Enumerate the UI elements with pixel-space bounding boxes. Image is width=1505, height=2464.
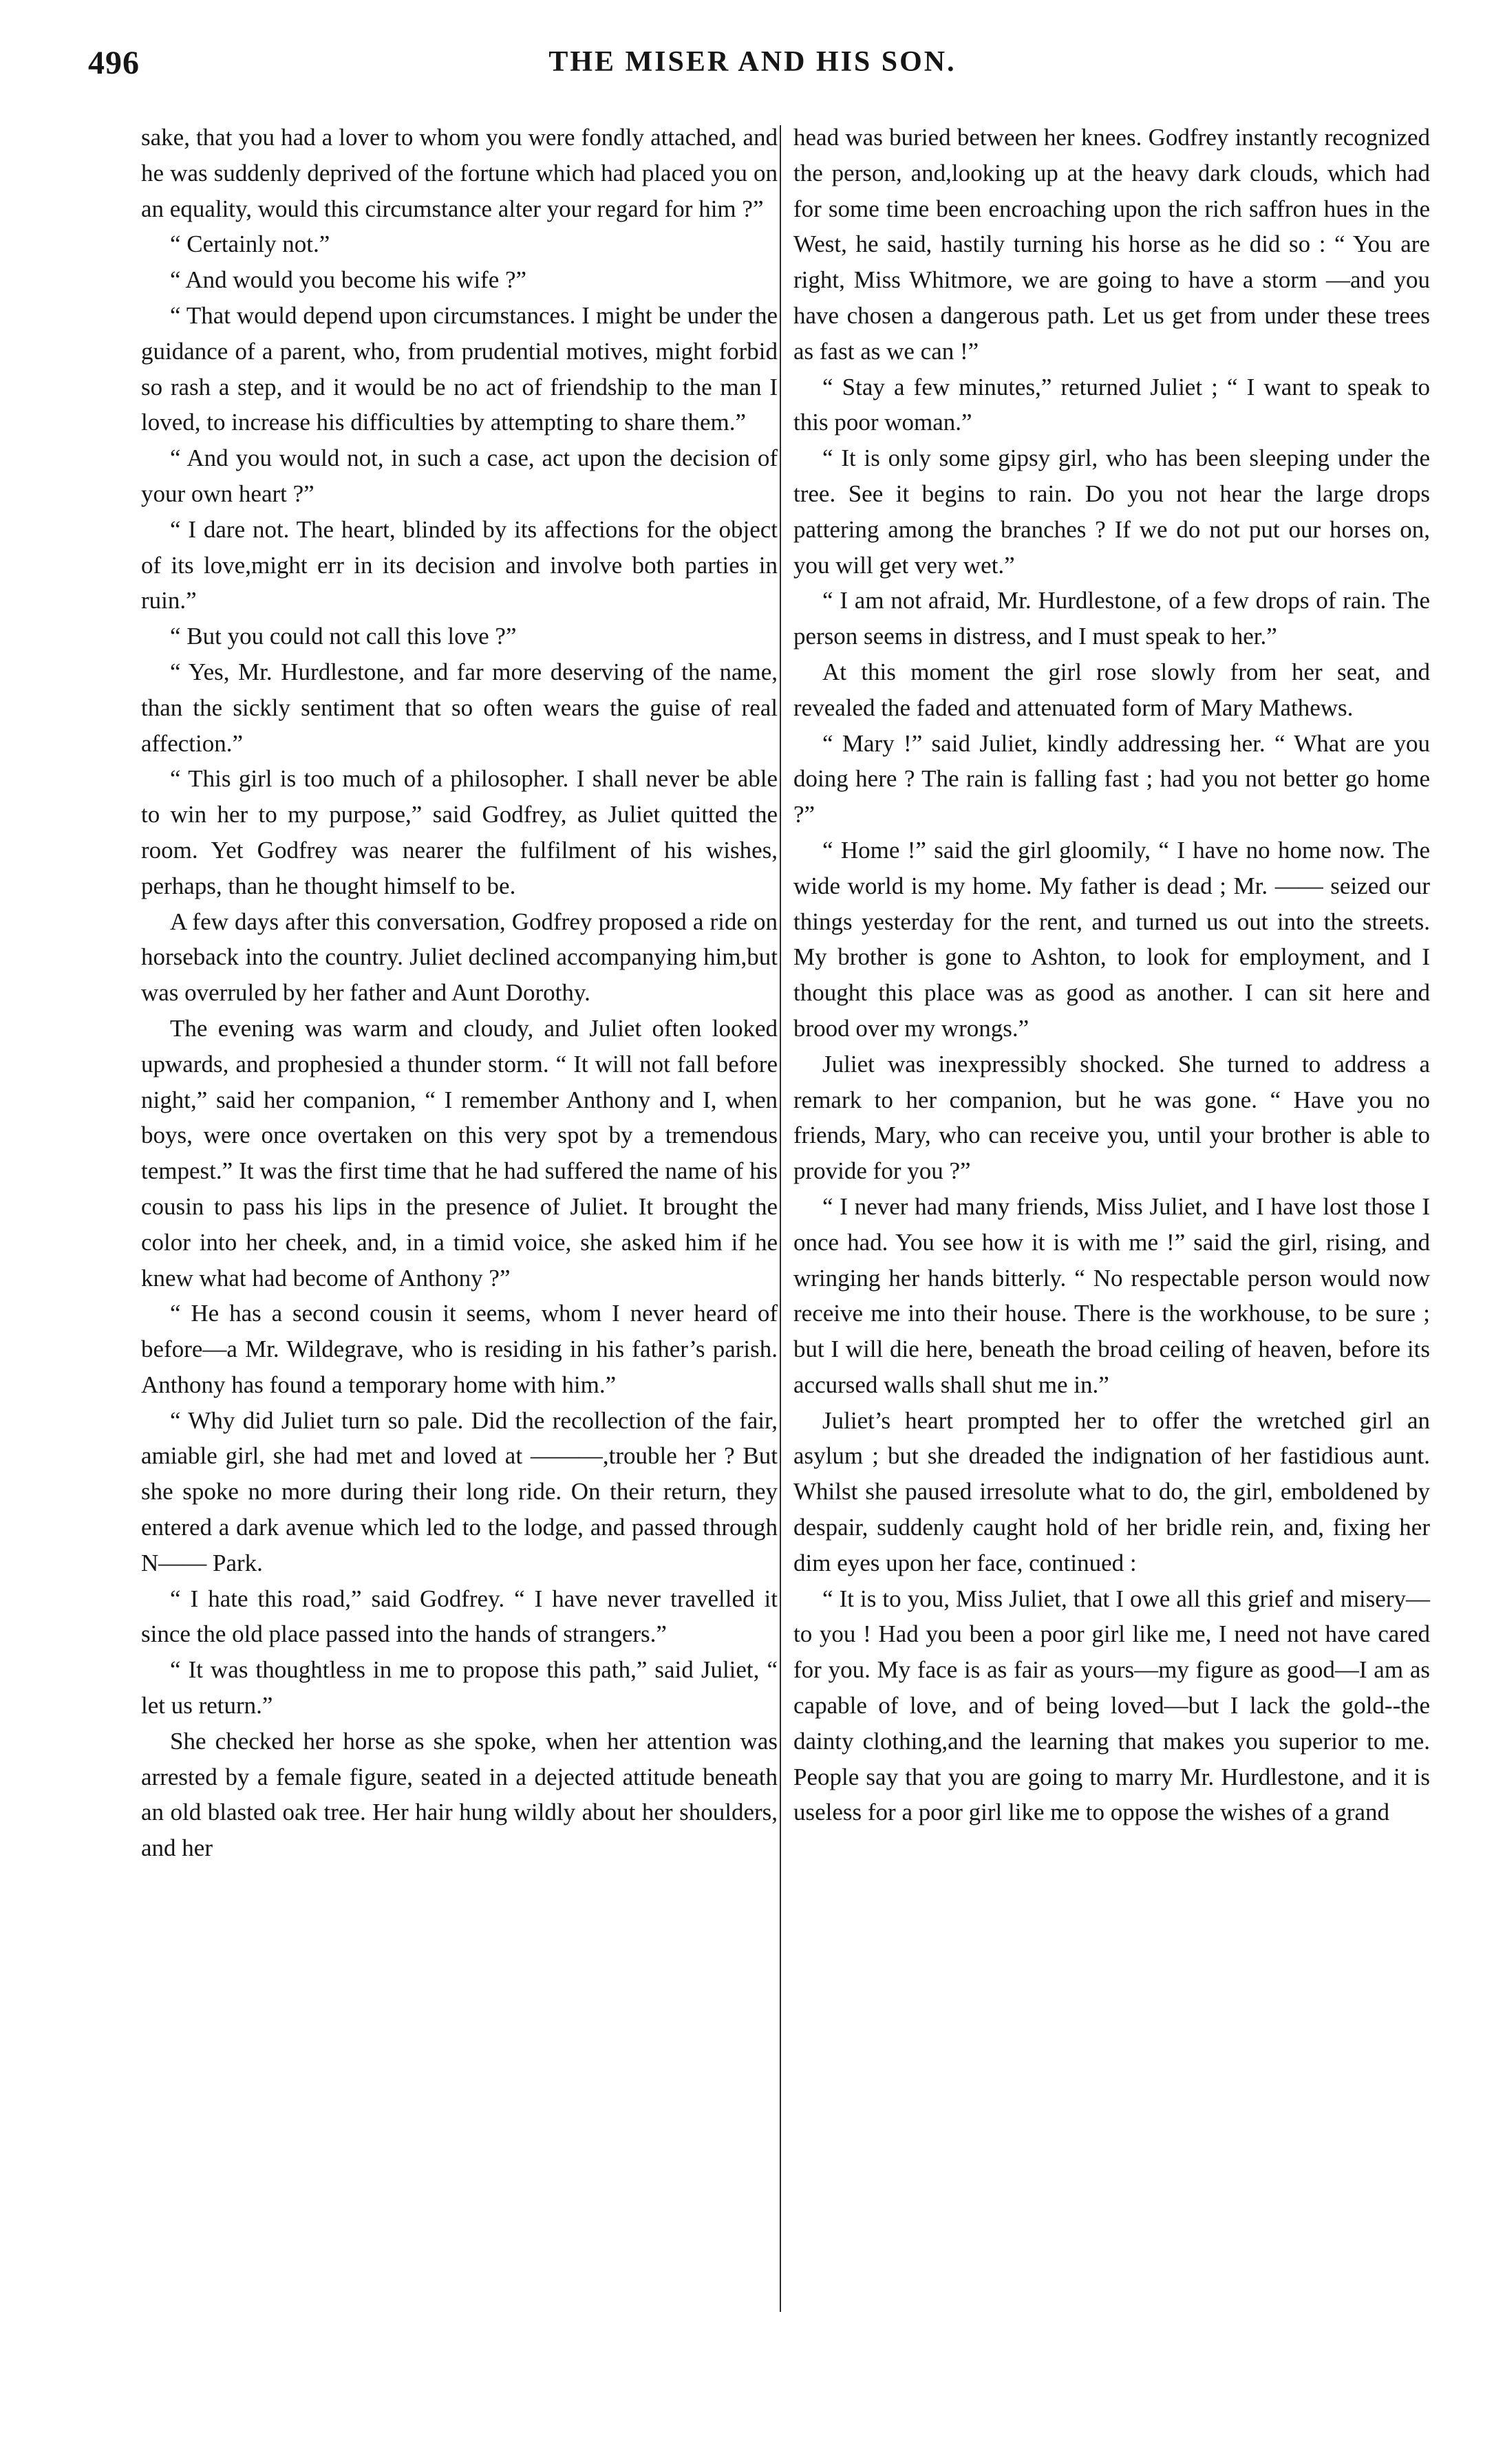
- paragraph: “ This girl is too much of a philosopher. I shall never be able to win her to my purpose,” said Godfrey, as Juliet quitted the room. Yet Godfrey was nearer the fulfilment of his wishes, perhaps, than he thought himself to be.: [141, 765, 778, 899]
- column-divider: [780, 125, 781, 2312]
- paragraph: “ I hate this road,” said Godfrey. “ I have never travelled it since the old place passed into the hands of strangers.”: [141, 1585, 778, 1648]
- paragraph: head was buried between her knees. Godfrey instantly recognized the person, and,looking up at the heavy dark clouds, which had for some time been encroaching upon the rich saffron hues in the West, he said, hastily turning his horse as he did so : “ You are right, Miss Whitmore, we are going to have a storm —and you have chosen a dangerous path. Let us get from under these trees as fast as we can !”: [793, 124, 1430, 365]
- running-title: THE MISER AND HIS SON.: [548, 46, 957, 78]
- page-number: 496: [88, 45, 140, 81]
- paragraph: “ I never had many friends, Miss Juliet, and I have lost those I once had. You see how it is with me !” said the girl, rising, and wringing her hands bitterly. “ No respectable person would now receive me into their house. There is the workhouse, to be sure ; but I will die here, beneath the broad ceiling of heaven, before its accursed walls shall shut me in.”: [793, 1192, 1430, 1398]
- paragraph: “ Why did Juliet turn so pale. Did the recollection of the fair, amiable girl, she had met and loved at ———,trouble her ? But she spoke no more during their long ride. On their return, they entered a dark avenue which led to the lodge, and passed through N—— Park.: [141, 1406, 778, 1576]
- paragraph: “ Home !” said the girl gloomily, “ I have no home now. The wide world is my home. My father is dead ; Mr. —— seized our things yesterday for the rent, and turned us out into the streets. My brother is gone to Ashton, to look for employment, and I thought this place was as good as another. I can sit here and brood over my wrongs.”: [793, 836, 1430, 1042]
- paragraph: “ And would you become his wife ?”: [170, 266, 527, 294]
- left-column: [141, 120, 778, 1866]
- right-column: [793, 120, 1430, 1830]
- page-header: [0, 44, 1505, 92]
- paragraph: A few days after this conversation, Godfrey proposed a ride on horseback into the country. Juliet declined accompanying him,but was overruled by her father and Aunt Dorothy.: [141, 908, 778, 1007]
- paragraph: At this moment the girl rose slowly from her seat, and revealed the faded and attenuated form of Mary Mathews.: [793, 658, 1430, 721]
- paragraph: sake, that you had a lover to whom you were fondly attached, and he was suddenly deprived of the fortune which had placed you on an equality, would this circumstance alter your regard for him ?”: [141, 124, 778, 222]
- paragraph: “ I dare not. The heart, blinded by its affections for the object of its love,might err in its decision and involve both parties in ruin.”: [141, 515, 778, 614]
- paragraph: “ It was thoughtless in me to propose this path,” said Juliet, “ let us return.”: [141, 1656, 778, 1720]
- paragraph: “ It is to you, Miss Juliet, that I owe all this grief and misery—to you ! Had you been a poor girl like me, I need not have cared for you. My face is as fair as yours—my figure as good—I am as capable of love, and of being loved—but I lack the gold--the dainty clothing,and the learning that makes you superior to me. People say that you are going to marry Mr. Hurdlestone, and it is useless for a poor girl like me to oppose the wishes of a grand: [793, 1585, 1430, 1826]
- paragraph: She checked her horse as she spoke, when her attention was arrested by a female figure, seated in a dejected attitude beneath an old blasted oak tree. Her hair hung wildly about her shoulders, and her: [141, 1727, 778, 1862]
- paragraph: “ And you would not, in such a case, act upon the decision of your own heart ?”: [141, 444, 778, 507]
- paragraph: “ Stay a few minutes,” returned Juliet ; “ I want to speak to this poor woman.”: [793, 373, 1430, 436]
- paragraph: “ It is only some gipsy girl, who has been sleeping under the tree. See it begins to rain. Do you not hear the large drops pattering among the branches ? If we do not put our horses on, you will get very wet.”: [793, 444, 1430, 579]
- paragraph: The evening was warm and cloudy, and Juliet often looked upwards, and prophesied a thunder storm. “ It will not fall before night,” said her companion, “ I remember Anthony and I, when boys, were once overtaken on this very spot by a tremendous tempest.” It was the first time that he had suffered the name of his cousin to pass his lips in the presence of Juliet. It brought the color into her cheek, and, in a timid voice, she asked him if he knew what had become of Anthony ?”: [141, 1014, 778, 1292]
- paragraph: “ Mary !” said Juliet, kindly addressing her. “ What are you doing here ? The rain is falling fast ; had you not better go home ?”: [793, 729, 1430, 828]
- paragraph: Juliet’s heart prompted her to offer the wretched girl an asylum ; but she dreaded the indignation of her fastidious aunt. Whilst she paused irresolute what to do, the girl, emboldened by despair, suddenly caught hold of her bridle rein, and, fixing her dim eyes upon her face, continued :: [793, 1406, 1430, 1576]
- paragraph: “ That would depend upon circumstances. I might be under the guidance of a parent, who, from prudential motives, might forbid so rash a step, and it would be no act of friendship to the man I loved, to increase his difficulties by attempting to share them.”: [141, 301, 778, 436]
- paragraph: “ Yes, Mr. Hurdlestone, and far more deserving of the name, than the sickly sentiment that so often wears the guise of real affection.”: [141, 658, 778, 757]
- paragraph: “ I am not afraid, Mr. Hurdlestone, of a few drops of rain. The person seems in distress, and I must speak to her.”: [793, 587, 1430, 650]
- paragraph: “ He has a second cousin it seems, whom I never heard of before—a Mr. Wildegrave, who is residing in his father’s parish. Anthony has found a temporary home with him.”: [141, 1300, 778, 1398]
- paragraph: Juliet was inexpressibly shocked. She turned to address a remark to her companion, but he was gone. “ Have you no friends, Mary, who can receive you, until your brother is able to provide for you ?”: [793, 1050, 1430, 1185]
- paragraph: “ But you could not call this love ?”: [170, 623, 517, 650]
- paragraph: “ Certainly not.”: [170, 231, 330, 258]
